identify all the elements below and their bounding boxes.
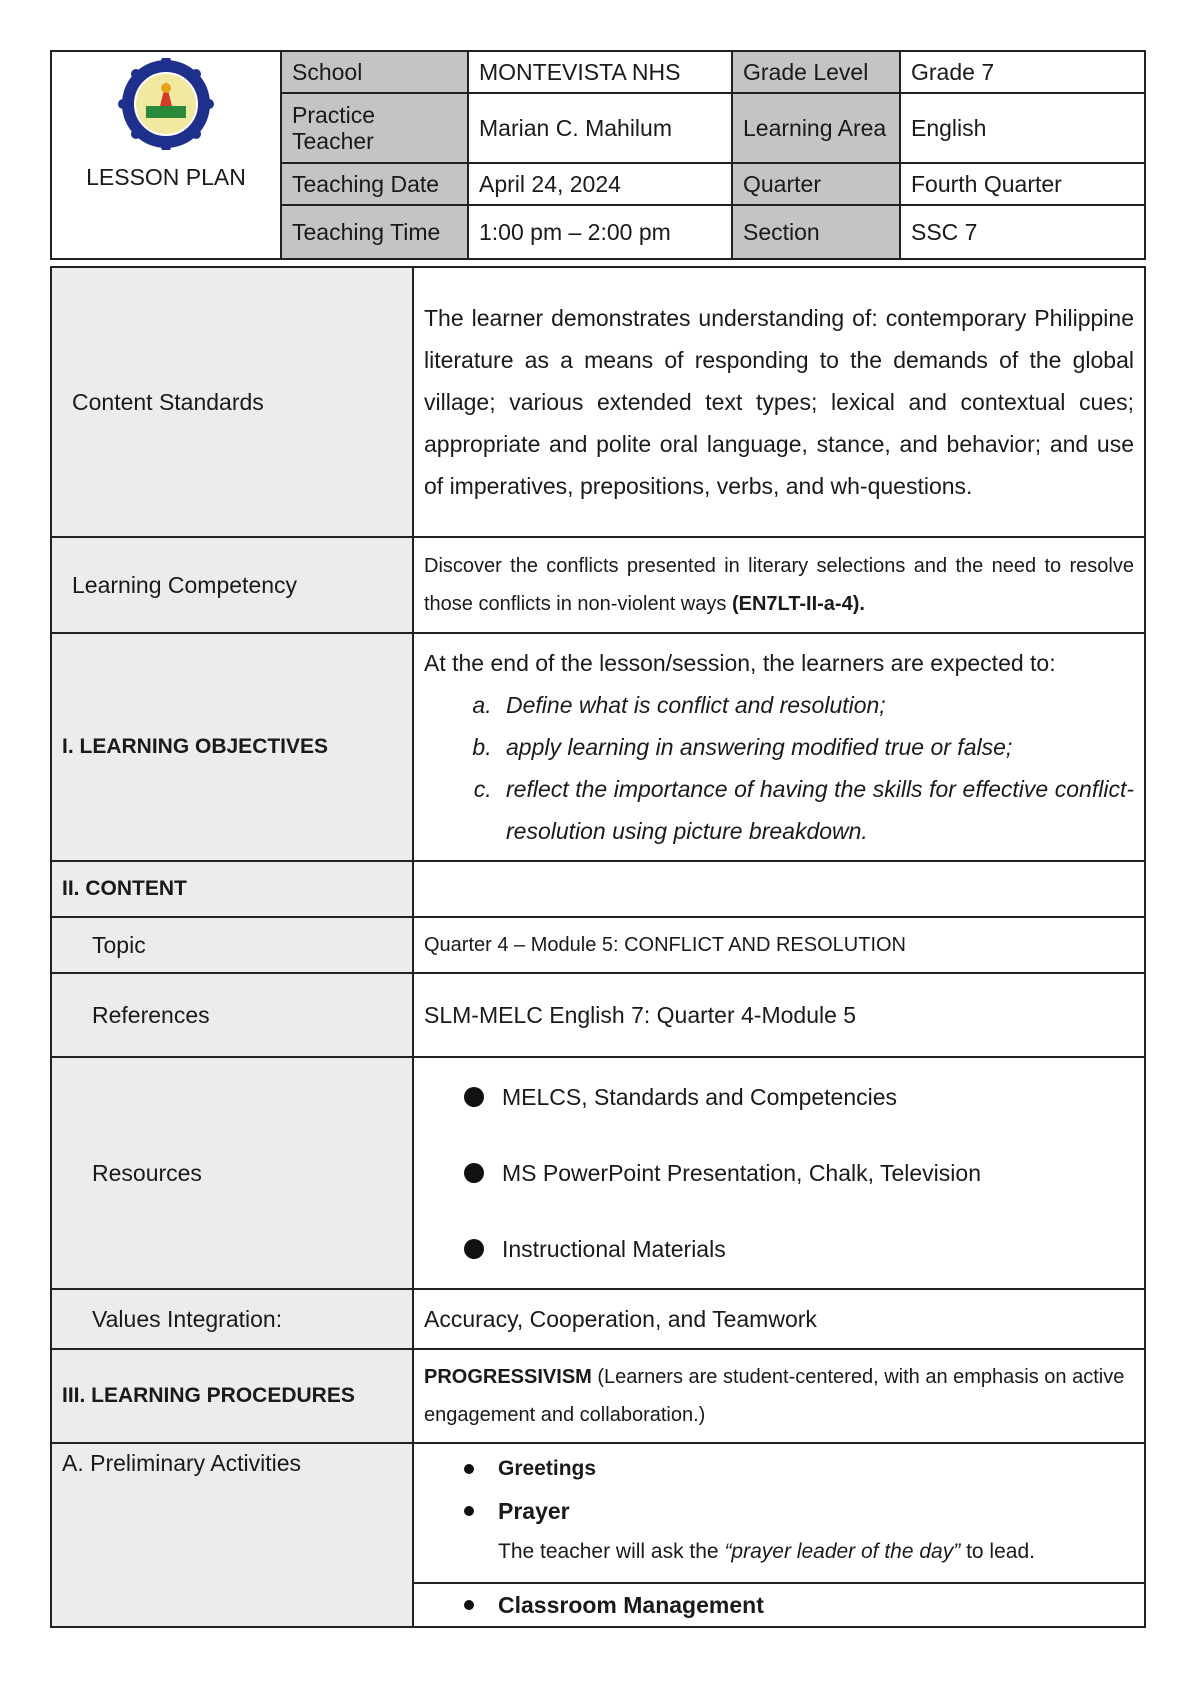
procedures-cell <box>413 1349 1145 1443</box>
prayer-item: Prayer <box>424 1490 1134 1532</box>
area-value: English <box>900 93 1145 163</box>
content-row <box>51 861 1145 917</box>
references-value: SLM-MELC English 7: Quarter 4-Module 5 <box>413 973 1145 1057</box>
approach-title: PROGRESSIVISM <box>424 1366 592 1388</box>
section-label: Section <box>732 205 900 259</box>
procedures-row <box>51 1349 1145 1443</box>
classroom-cell <box>413 1583 1145 1627</box>
resources-list <box>424 1059 1134 1287</box>
resources-cell <box>413 1057 1145 1289</box>
objectives-cell <box>413 633 1145 861</box>
objective-item: b. apply learning in answering modified true or false; <box>498 726 1134 768</box>
competency-text: Discover the conflicts presented in literary selections and the need to resolve those conflicts in non-violent ways <box>424 555 1134 615</box>
date-label: Teaching Date <box>281 163 468 205</box>
school-seal-icon <box>116 58 216 150</box>
classroom-item: Classroom Management <box>424 1584 1134 1626</box>
prelim-cell <box>413 1443 1145 1583</box>
prelim-row <box>51 1443 1145 1583</box>
bullet-icon <box>464 1506 474 1516</box>
area-label: Learning Area <box>732 93 900 163</box>
topic-value: Quarter 4 – Module 5: CONFLICT AND RESOLUTION <box>413 917 1145 973</box>
grade-label: Grade Level <box>732 51 900 93</box>
objective-item: a. Define what is conflict and resolution; <box>498 684 1134 726</box>
prelim-label: A. Preliminary Activities <box>51 1443 413 1627</box>
content-standards-text: The learner demonstrates understanding of: contemporary Philippine literature as a means of responding to the demands of the global village; various extended text types; lexical and contextual cues; appropriate and polite oral language, stance, and behavior; and use of imperatives, prepositions, verbs, and wh-questions. <box>413 267 1145 537</box>
objectives-row <box>51 633 1145 861</box>
school-value: MONTEVISTA NHS <box>468 51 732 93</box>
references-row <box>51 973 1145 1057</box>
objective-item: c. reflect the importance of having the skills for effective conflict-resolution using picture breakdown. <box>498 768 1134 852</box>
doc-title: LESSON PLAN <box>86 164 246 190</box>
bullet-icon <box>464 1464 474 1474</box>
values-label: Values Integration: <box>51 1289 413 1349</box>
bullet-icon <box>464 1239 484 1259</box>
teacher-label: Practice Teacher <box>281 93 468 163</box>
objectives-list <box>424 684 1134 852</box>
competency-row <box>51 537 1145 633</box>
resource-item: MS PowerPoint Presentation, Chalk, Television <box>464 1135 1134 1211</box>
time-label: Teaching Time <box>281 205 468 259</box>
resource-item: Instructional Materials <box>464 1211 1134 1287</box>
time-value: 1:00 pm – 2:00 pm <box>468 205 732 259</box>
bullet-icon <box>464 1087 484 1107</box>
topic-row <box>51 917 1145 973</box>
values-row <box>51 1289 1145 1349</box>
school-label: School <box>281 51 468 93</box>
objectives-label: I. LEARNING OBJECTIVES <box>51 633 413 861</box>
date-value: April 24, 2024 <box>468 163 732 205</box>
competency-label: Learning Competency <box>51 537 413 633</box>
approach-desc: (Learners are student-centered, with an emphasis on active engagement and collaboration.) <box>424 1366 1125 1426</box>
procedures-label: III. LEARNING PROCEDURES <box>51 1349 413 1443</box>
objectives-intro: At the end of the lesson/session, the learners are expected to: <box>424 650 1056 676</box>
references-label: References <box>51 973 413 1057</box>
section-value: SSC 7 <box>900 205 1145 259</box>
bullet-icon <box>464 1600 474 1610</box>
content-label: II. CONTENT <box>51 861 413 917</box>
content-standards-label: Content Standards <box>51 267 413 537</box>
resources-row <box>51 1057 1145 1289</box>
greetings-item: Greetings <box>424 1448 1134 1490</box>
logo-cell <box>51 51 281 259</box>
header-table <box>50 50 1146 260</box>
quarter-label: Quarter <box>732 163 900 205</box>
teacher-value: Marian C. Mahilum <box>468 93 732 163</box>
resource-item: MELCS, Standards and Competencies <box>464 1059 1134 1135</box>
grade-value: Grade 7 <box>900 51 1145 93</box>
lesson-table <box>50 266 1146 1628</box>
bullet-icon <box>464 1163 484 1183</box>
competency-code: (EN7LT-II-a-4). <box>731 593 865 615</box>
quarter-value: Fourth Quarter <box>900 163 1145 205</box>
prayer-note: The teacher will ask the “prayer leader of the day” to lead. <box>498 1540 1035 1563</box>
competency-cell <box>413 537 1145 633</box>
content-empty <box>413 861 1145 917</box>
topic-label: Topic <box>51 917 413 973</box>
resources-label: Resources <box>51 1057 413 1289</box>
values-value: Accuracy, Cooperation, and Teamwork <box>413 1289 1145 1349</box>
content-standards-row <box>51 267 1145 537</box>
